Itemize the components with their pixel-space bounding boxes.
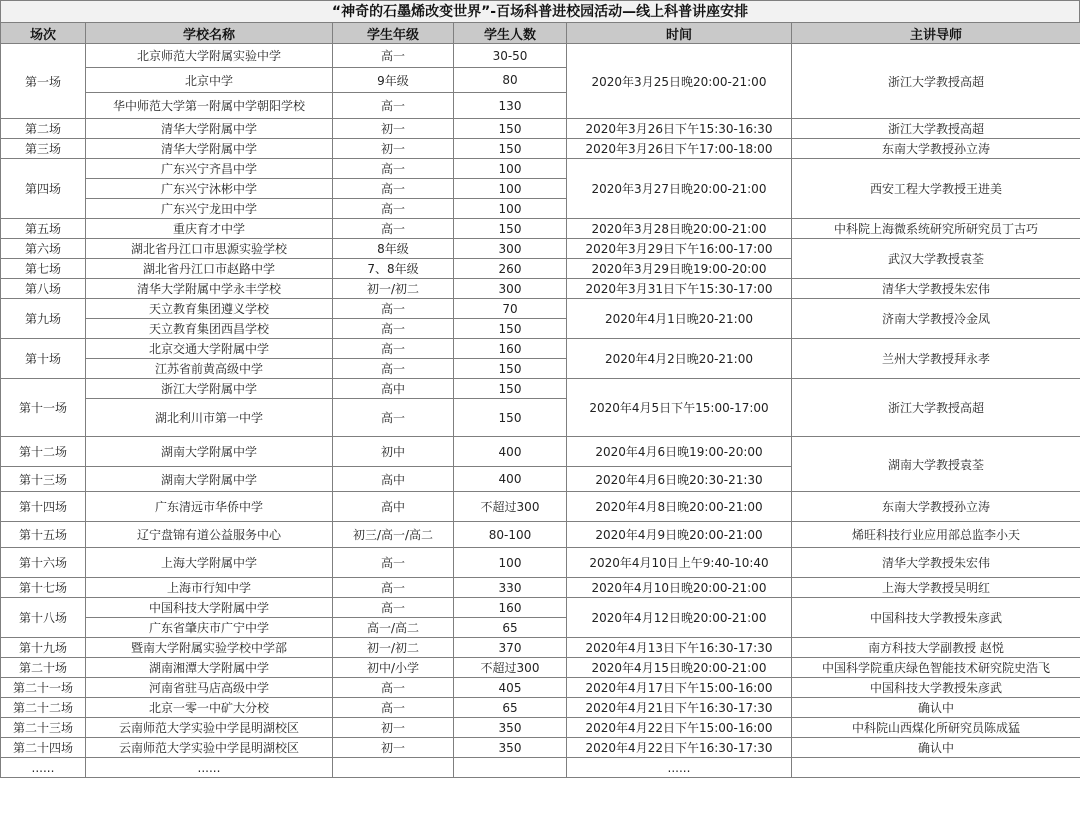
- time-cell: 2020年4月10日晚20:00-21:00: [567, 578, 792, 598]
- time-cell: 2020年4月22日下午16:30-17:30: [567, 738, 792, 758]
- time-cell: 2020年3月27日晚20:00-21:00: [567, 159, 792, 219]
- time-cell: 2020年4月22日下午15:00-16:00: [567, 718, 792, 738]
- time-cell: 2020年3月29日晚19:00-20:00: [567, 259, 792, 279]
- count-cell: 100: [454, 199, 567, 219]
- count-cell: 130: [454, 93, 567, 119]
- table-row: [1, 339, 1080, 359]
- school-cell: 湖南大学附属中学: [86, 437, 333, 467]
- count-cell: 150: [454, 359, 567, 379]
- table-row: [1, 279, 1080, 299]
- session-cell: 第四场: [1, 159, 86, 219]
- mentor-cell: 中科院山西煤化所研究员陈成猛: [792, 718, 1080, 738]
- session-cell: 第八场: [1, 279, 86, 299]
- mentor-cell: 浙江大学教授高超: [792, 379, 1080, 437]
- footer-cell: ......: [1, 758, 86, 778]
- table-row: [1, 718, 1080, 738]
- header-row: [1, 23, 1080, 44]
- session-cell: 第九场: [1, 299, 86, 339]
- mentor-cell: 中科院上海微系统研究所研究员丁古巧: [792, 219, 1080, 239]
- school-cell: 北京中学: [86, 68, 333, 93]
- schedule-table: [0, 22, 1080, 778]
- session-cell: 第二十四场: [1, 738, 86, 758]
- school-cell: 广东清远市华侨中学: [86, 492, 333, 522]
- count-cell: 405: [454, 678, 567, 698]
- count-cell: 150: [454, 399, 567, 437]
- school-cell: 云南师范大学实验中学昆明湖校区: [86, 718, 333, 738]
- grade-cell: 高一: [333, 219, 454, 239]
- count-cell: 80: [454, 68, 567, 93]
- time-cell: 2020年4月6日晚20:30-21:30: [567, 467, 792, 492]
- time-cell: 2020年4月8日晚20:00-21:00: [567, 492, 792, 522]
- mentor-cell: 确认中: [792, 698, 1080, 718]
- count-cell: 370: [454, 638, 567, 658]
- count-cell: 不超过300: [454, 492, 567, 522]
- session-cell: 第十七场: [1, 578, 86, 598]
- mentor-cell: 西安工程大学教授王进美: [792, 159, 1080, 219]
- grade-cell: 高一: [333, 698, 454, 718]
- count-cell: 350: [454, 738, 567, 758]
- school-cell: 广东兴宁沐彬中学: [86, 179, 333, 199]
- table-row: [1, 119, 1080, 139]
- footer-cell: ......: [567, 758, 792, 778]
- session-cell: 第十四场: [1, 492, 86, 522]
- session-cell: 第十六场: [1, 548, 86, 578]
- count-cell: 65: [454, 698, 567, 718]
- footer-cell: [333, 758, 454, 778]
- grade-cell: 高一: [333, 319, 454, 339]
- time-cell: 2020年3月26日下午17:00-18:00: [567, 139, 792, 159]
- count-cell: 30-50: [454, 44, 567, 68]
- time-cell: 2020年4月12日晚20:00-21:00: [567, 598, 792, 638]
- school-cell: 清华大学附属中学永丰学校: [86, 279, 333, 299]
- school-cell: 湖北利川市第一中学: [86, 399, 333, 437]
- mentor-cell: 确认中: [792, 738, 1080, 758]
- mentor-cell: 浙江大学教授高超: [792, 119, 1080, 139]
- mentor-cell: 湖南大学教授袁荃: [792, 437, 1080, 492]
- mentor-cell: 兰州大学教授拜永孝: [792, 339, 1080, 379]
- grade-cell: 初一/初二: [333, 638, 454, 658]
- session-cell: 第一场: [1, 44, 86, 119]
- column-header: 学生年级: [333, 23, 454, 44]
- table-row: [1, 299, 1080, 319]
- mentor-cell: 武汉大学教授袁荃: [792, 239, 1080, 279]
- school-cell: 广东省肇庆市广宁中学: [86, 618, 333, 638]
- column-header: 场次: [1, 23, 86, 44]
- table-row: [1, 219, 1080, 239]
- school-cell: 上海大学附属中学: [86, 548, 333, 578]
- session-cell: 第十九场: [1, 638, 86, 658]
- grade-cell: 初三/高一/高二: [333, 522, 454, 548]
- table-row: [1, 638, 1080, 658]
- session-cell: 第十场: [1, 339, 86, 379]
- school-cell: 北京师范大学附属实验中学: [86, 44, 333, 68]
- footer-row: [1, 758, 1080, 778]
- grade-cell: 高一: [333, 548, 454, 578]
- table-row: [1, 738, 1080, 758]
- table-row: [1, 578, 1080, 598]
- time-cell: 2020年4月21日下午16:30-17:30: [567, 698, 792, 718]
- column-header: 主讲导师: [792, 23, 1080, 44]
- school-cell: 湖北省丹江口市赵路中学: [86, 259, 333, 279]
- count-cell: 160: [454, 598, 567, 618]
- count-cell: 150: [454, 319, 567, 339]
- count-cell: 300: [454, 279, 567, 299]
- grade-cell: 9年级: [333, 68, 454, 93]
- count-cell: 100: [454, 548, 567, 578]
- school-cell: 湖南大学附属中学: [86, 467, 333, 492]
- count-cell: 150: [454, 139, 567, 159]
- table-row: [1, 379, 1080, 399]
- count-cell: 150: [454, 219, 567, 239]
- footer-cell: [792, 758, 1080, 778]
- school-cell: 北京一零一中矿大分校: [86, 698, 333, 718]
- mentor-cell: 南方科技大学副教授 赵悦: [792, 638, 1080, 658]
- school-cell: 天立教育集团遵义学校: [86, 299, 333, 319]
- school-cell: 湖南湘潭大学附属中学: [86, 658, 333, 678]
- footer-cell: [454, 758, 567, 778]
- count-cell: 160: [454, 339, 567, 359]
- school-cell: 天立教育集团西昌学校: [86, 319, 333, 339]
- time-cell: 2020年4月6日晚19:00-20:00: [567, 437, 792, 467]
- count-cell: 不超过300: [454, 658, 567, 678]
- mentor-cell: 中国科学院重庆绿色智能技术研究院史浩飞: [792, 658, 1080, 678]
- grade-cell: 7、8年级: [333, 259, 454, 279]
- time-cell: 2020年3月28日晚20:00-21:00: [567, 219, 792, 239]
- count-cell: 300: [454, 239, 567, 259]
- table-row: [1, 44, 1080, 68]
- grade-cell: 初中: [333, 437, 454, 467]
- grade-cell: 高一: [333, 159, 454, 179]
- grade-cell: 高一: [333, 598, 454, 618]
- mentor-cell: 东南大学教授孙立涛: [792, 139, 1080, 159]
- school-cell: 广东兴宁齐昌中学: [86, 159, 333, 179]
- column-header: 学校名称: [86, 23, 333, 44]
- time-cell: 2020年4月13日下午16:30-17:30: [567, 638, 792, 658]
- mentor-cell: 中国科技大学教授朱彦武: [792, 678, 1080, 698]
- time-cell: 2020年4月9日晚20:00-21:00: [567, 522, 792, 548]
- grade-cell: 高一: [333, 339, 454, 359]
- table-row: [1, 159, 1080, 179]
- session-cell: 第七场: [1, 259, 86, 279]
- column-header: 时间: [567, 23, 792, 44]
- school-cell: 浙江大学附属中学: [86, 379, 333, 399]
- session-cell: 第二十场: [1, 658, 86, 678]
- school-cell: 清华大学附属中学: [86, 119, 333, 139]
- table-row: [1, 437, 1080, 467]
- grade-cell: 高一: [333, 678, 454, 698]
- count-cell: 150: [454, 379, 567, 399]
- school-cell: 暨南大学附属实验学校中学部: [86, 638, 333, 658]
- count-cell: 70: [454, 299, 567, 319]
- count-cell: 100: [454, 159, 567, 179]
- mentor-cell: 清华大学教授朱宏伟: [792, 548, 1080, 578]
- count-cell: 260: [454, 259, 567, 279]
- count-cell: 100: [454, 179, 567, 199]
- table-row: [1, 698, 1080, 718]
- grade-cell: 高一: [333, 359, 454, 379]
- count-cell: 330: [454, 578, 567, 598]
- session-cell: 第十二场: [1, 437, 86, 467]
- time-cell: 2020年4月2日晚20-21:00: [567, 339, 792, 379]
- session-cell: 第六场: [1, 239, 86, 259]
- time-cell: 2020年4月1日晚20-21:00: [567, 299, 792, 339]
- table-row: [1, 548, 1080, 578]
- count-cell: 150: [454, 119, 567, 139]
- mentor-cell: 上海大学教授吴明红: [792, 578, 1080, 598]
- mentor-cell: 烯旺科技行业应用部总监李小天: [792, 522, 1080, 548]
- table-row: [1, 598, 1080, 618]
- time-cell: 2020年4月5日下午15:00-17:00: [567, 379, 792, 437]
- grade-cell: 高一: [333, 299, 454, 319]
- count-cell: 400: [454, 437, 567, 467]
- time-cell: 2020年4月10日上午9:40-10:40: [567, 548, 792, 578]
- session-cell: 第十五场: [1, 522, 86, 548]
- grade-cell: 初一: [333, 718, 454, 738]
- table-row: [1, 658, 1080, 678]
- count-cell: 400: [454, 467, 567, 492]
- mentor-cell: 东南大学教授孙立涛: [792, 492, 1080, 522]
- grade-cell: 初一: [333, 738, 454, 758]
- session-cell: 第二十一场: [1, 678, 86, 698]
- school-cell: 上海市行知中学: [86, 578, 333, 598]
- grade-cell: 高中: [333, 492, 454, 522]
- grade-cell: 高一: [333, 44, 454, 68]
- sheet-title: “神奇的石墨烯改变世界”-百场科普进校园活动—线上科普讲座安排: [0, 0, 1080, 22]
- school-cell: 北京交通大学附属中学: [86, 339, 333, 359]
- school-cell: 广东兴宁龙田中学: [86, 199, 333, 219]
- school-cell: 云南师范大学实验中学昆明湖校区: [86, 738, 333, 758]
- school-cell: 中国科技大学附属中学: [86, 598, 333, 618]
- time-cell: 2020年4月17日下午15:00-16:00: [567, 678, 792, 698]
- school-cell: 江苏省前黄高级中学: [86, 359, 333, 379]
- table-row: [1, 678, 1080, 698]
- session-cell: 第三场: [1, 139, 86, 159]
- time-cell: 2020年3月29日下午16:00-17:00: [567, 239, 792, 259]
- grade-cell: 高一: [333, 199, 454, 219]
- table-row: [1, 139, 1080, 159]
- session-cell: 第十一场: [1, 379, 86, 437]
- count-cell: 80-100: [454, 522, 567, 548]
- grade-cell: 高中: [333, 467, 454, 492]
- school-cell: 重庆育才中学: [86, 219, 333, 239]
- mentor-cell: 清华大学教授朱宏伟: [792, 279, 1080, 299]
- grade-cell: 高中: [333, 379, 454, 399]
- grade-cell: 初中/小学: [333, 658, 454, 678]
- grade-cell: 8年级: [333, 239, 454, 259]
- mentor-cell: 浙江大学教授高超: [792, 44, 1080, 119]
- school-cell: 河南省驻马店高级中学: [86, 678, 333, 698]
- school-cell: 华中师范大学第一附属中学朝阳学校: [86, 93, 333, 119]
- mentor-cell: 济南大学教授冷金凤: [792, 299, 1080, 339]
- session-cell: 第十三场: [1, 467, 86, 492]
- grade-cell: 初一/初二: [333, 279, 454, 299]
- grade-cell: 高一: [333, 93, 454, 119]
- school-cell: 清华大学附属中学: [86, 139, 333, 159]
- count-cell: 350: [454, 718, 567, 738]
- grade-cell: 高一: [333, 179, 454, 199]
- footer-cell: ......: [86, 758, 333, 778]
- time-cell: 2020年3月31日下午15:30-17:00: [567, 279, 792, 299]
- table-row: [1, 522, 1080, 548]
- time-cell: 2020年4月15日晚20:00-21:00: [567, 658, 792, 678]
- school-cell: 辽宁盘锦有道公益服务中心: [86, 522, 333, 548]
- session-cell: 第十八场: [1, 598, 86, 638]
- grade-cell: 初一: [333, 139, 454, 159]
- time-cell: 2020年3月25日晚20:00-21:00: [567, 44, 792, 119]
- grade-cell: 高一/高二: [333, 618, 454, 638]
- time-cell: 2020年3月26日下午15:30-16:30: [567, 119, 792, 139]
- grade-cell: 高一: [333, 578, 454, 598]
- session-cell: 第二场: [1, 119, 86, 139]
- grade-cell: 高一: [333, 399, 454, 437]
- mentor-cell: 中国科技大学教授朱彦武: [792, 598, 1080, 638]
- count-cell: 65: [454, 618, 567, 638]
- grade-cell: 初一: [333, 119, 454, 139]
- table-row: [1, 492, 1080, 522]
- session-cell: 第二十三场: [1, 718, 86, 738]
- column-header: 学生人数: [454, 23, 567, 44]
- session-cell: 第二十二场: [1, 698, 86, 718]
- school-cell: 湖北省丹江口市思源实验学校: [86, 239, 333, 259]
- table-row: [1, 239, 1080, 259]
- session-cell: 第五场: [1, 219, 86, 239]
